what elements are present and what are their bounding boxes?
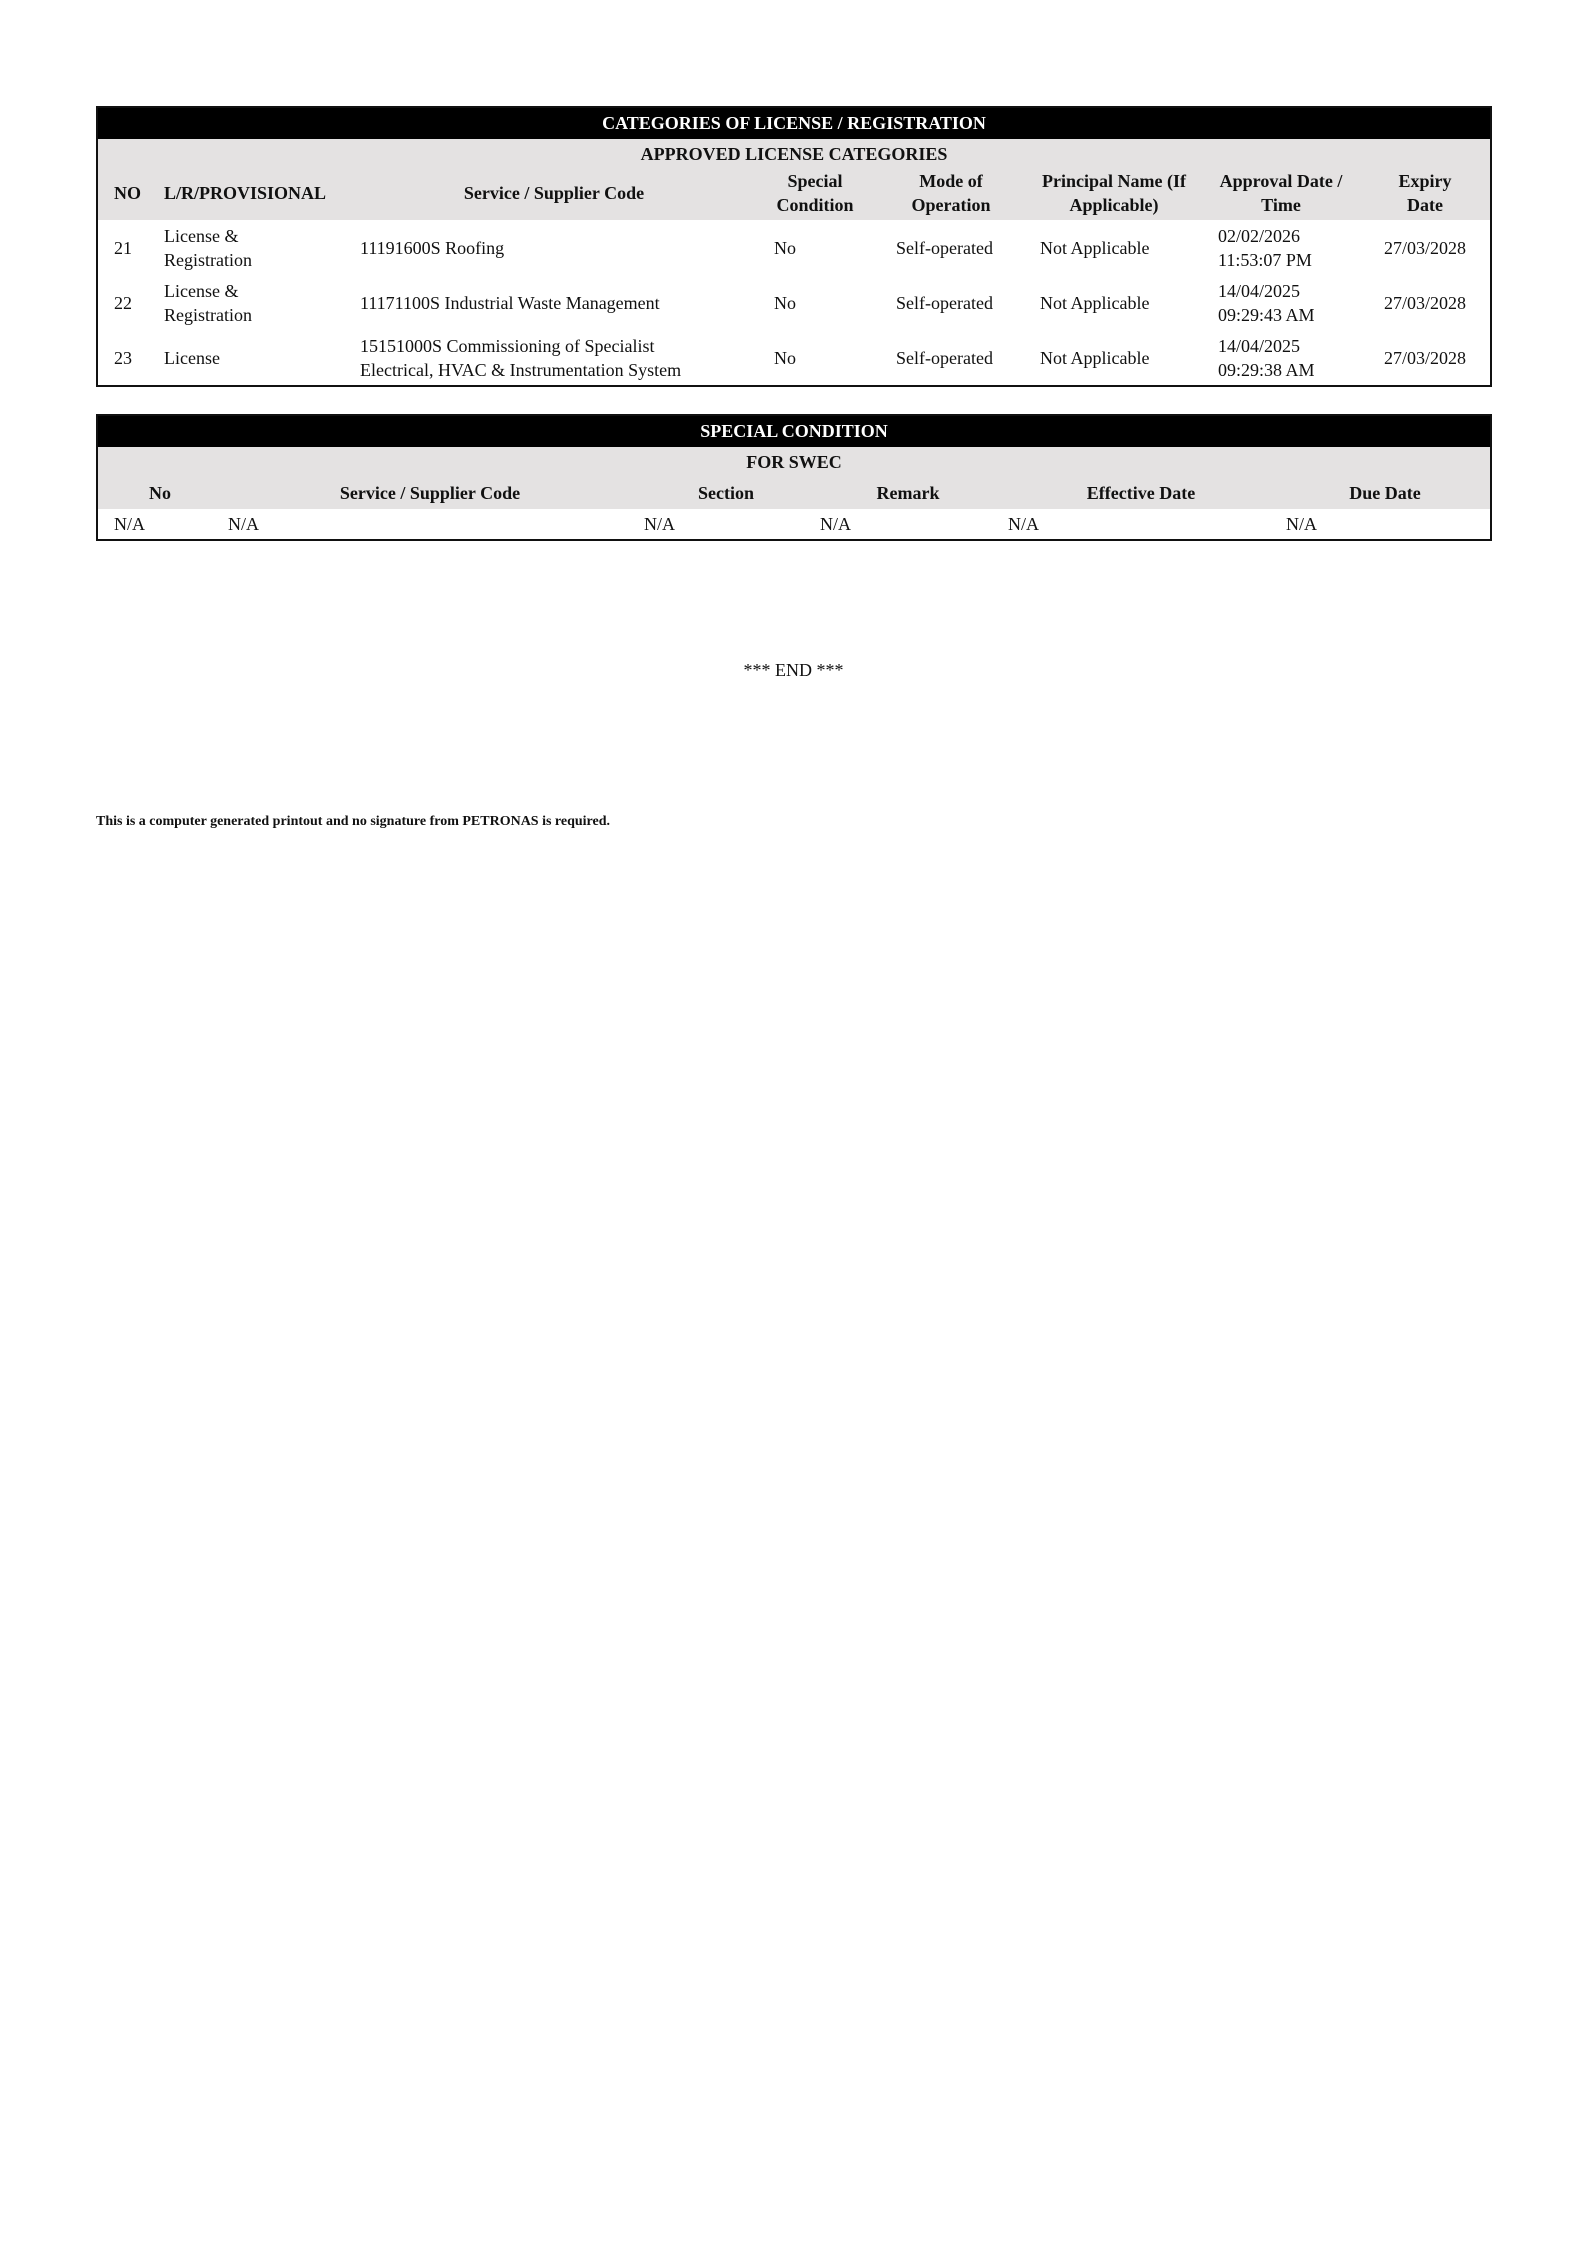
header-remark: Remark [814, 477, 1002, 509]
header-expiry-date: Expiry Date [1360, 169, 1490, 220]
header-section: Section [638, 477, 814, 509]
cell-expiry: 27/03/2028 [1384, 237, 1467, 258]
special-condition-table [98, 416, 1490, 539]
table-row [98, 275, 1490, 330]
cell-special-condition: No [774, 237, 796, 258]
categories-section [96, 106, 1492, 387]
cell-no: 21 [114, 237, 132, 258]
header-principal-name: Principal Name (If Applicable) [1026, 169, 1202, 220]
special-condition-subtitle: FOR SWEC [98, 447, 1490, 477]
cell-effective-date: N/A [1008, 514, 1039, 534]
cell-expiry: 27/03/2028 [1384, 292, 1467, 313]
special-condition-section [96, 414, 1492, 541]
cell-no: N/A [114, 514, 145, 534]
cell-special-condition: No [774, 347, 796, 368]
header-service-code: Service / Supplier Code [222, 477, 638, 509]
header-lr-provisional: L/R/PROVISIONAL [158, 169, 354, 220]
cell-lr-provisional: License & Registration [164, 225, 252, 270]
cell-service-code: 11191600S Roofing [360, 237, 505, 258]
cell-section: N/A [644, 514, 675, 534]
cell-approval: 14/04/2025 09:29:43 AM [1218, 280, 1315, 325]
cell-no: 22 [114, 292, 132, 313]
cell-service-code: N/A [228, 514, 259, 534]
cell-special-condition: No [774, 292, 796, 313]
categories-title: CATEGORIES OF LICENSE / REGISTRATION [98, 108, 1490, 139]
cell-mode: Self-operated [896, 237, 993, 258]
cell-expiry: 27/03/2028 [1384, 347, 1467, 368]
cell-remark: N/A [820, 514, 851, 534]
cell-service-code: 11171100S Industrial Waste Management [360, 292, 660, 313]
categories-table [98, 108, 1490, 385]
cell-principal: Not Applicable [1040, 292, 1150, 313]
cell-no: 23 [114, 347, 132, 368]
cell-mode: Self-operated [896, 292, 993, 313]
header-mode-of-operation: Mode of Operation [876, 169, 1026, 220]
header-service-code: Service / Supplier Code [354, 169, 754, 220]
cell-lr-provisional: License [164, 347, 220, 368]
cell-principal: Not Applicable [1040, 237, 1150, 258]
end-marker: *** END *** [743, 660, 844, 680]
special-condition-title: SPECIAL CONDITION [98, 416, 1490, 447]
categories-header-row [98, 169, 1490, 220]
table-row [98, 220, 1490, 275]
cell-approval: 14/04/2025 09:29:38 AM [1218, 335, 1315, 380]
special-header-row [98, 477, 1490, 509]
cell-lr-provisional: License & Registration [164, 280, 252, 325]
cell-approval: 02/02/2026 11:53:07 PM [1218, 225, 1312, 270]
header-no: NO [98, 169, 158, 220]
table-row [98, 330, 1490, 385]
cell-principal: Not Applicable [1040, 347, 1150, 368]
table-row [98, 509, 1490, 539]
header-effective-date: Effective Date [1002, 477, 1280, 509]
header-no: No [98, 477, 222, 509]
header-approval-date: Approval Date / Time [1202, 169, 1360, 220]
header-due-date: Due Date [1280, 477, 1490, 509]
cell-due-date: N/A [1286, 514, 1317, 534]
categories-subtitle: APPROVED LICENSE CATEGORIES [98, 139, 1490, 169]
cell-service-code: 15151000S Commissioning of Specialist Electrical, HVAC & Instrumentation System [360, 335, 682, 380]
footer-note: This is a computer generated printout and no signature from PETRONAS is required. [96, 814, 611, 829]
cell-mode: Self-operated [896, 347, 993, 368]
header-special-condition: Special Condition [754, 169, 876, 220]
